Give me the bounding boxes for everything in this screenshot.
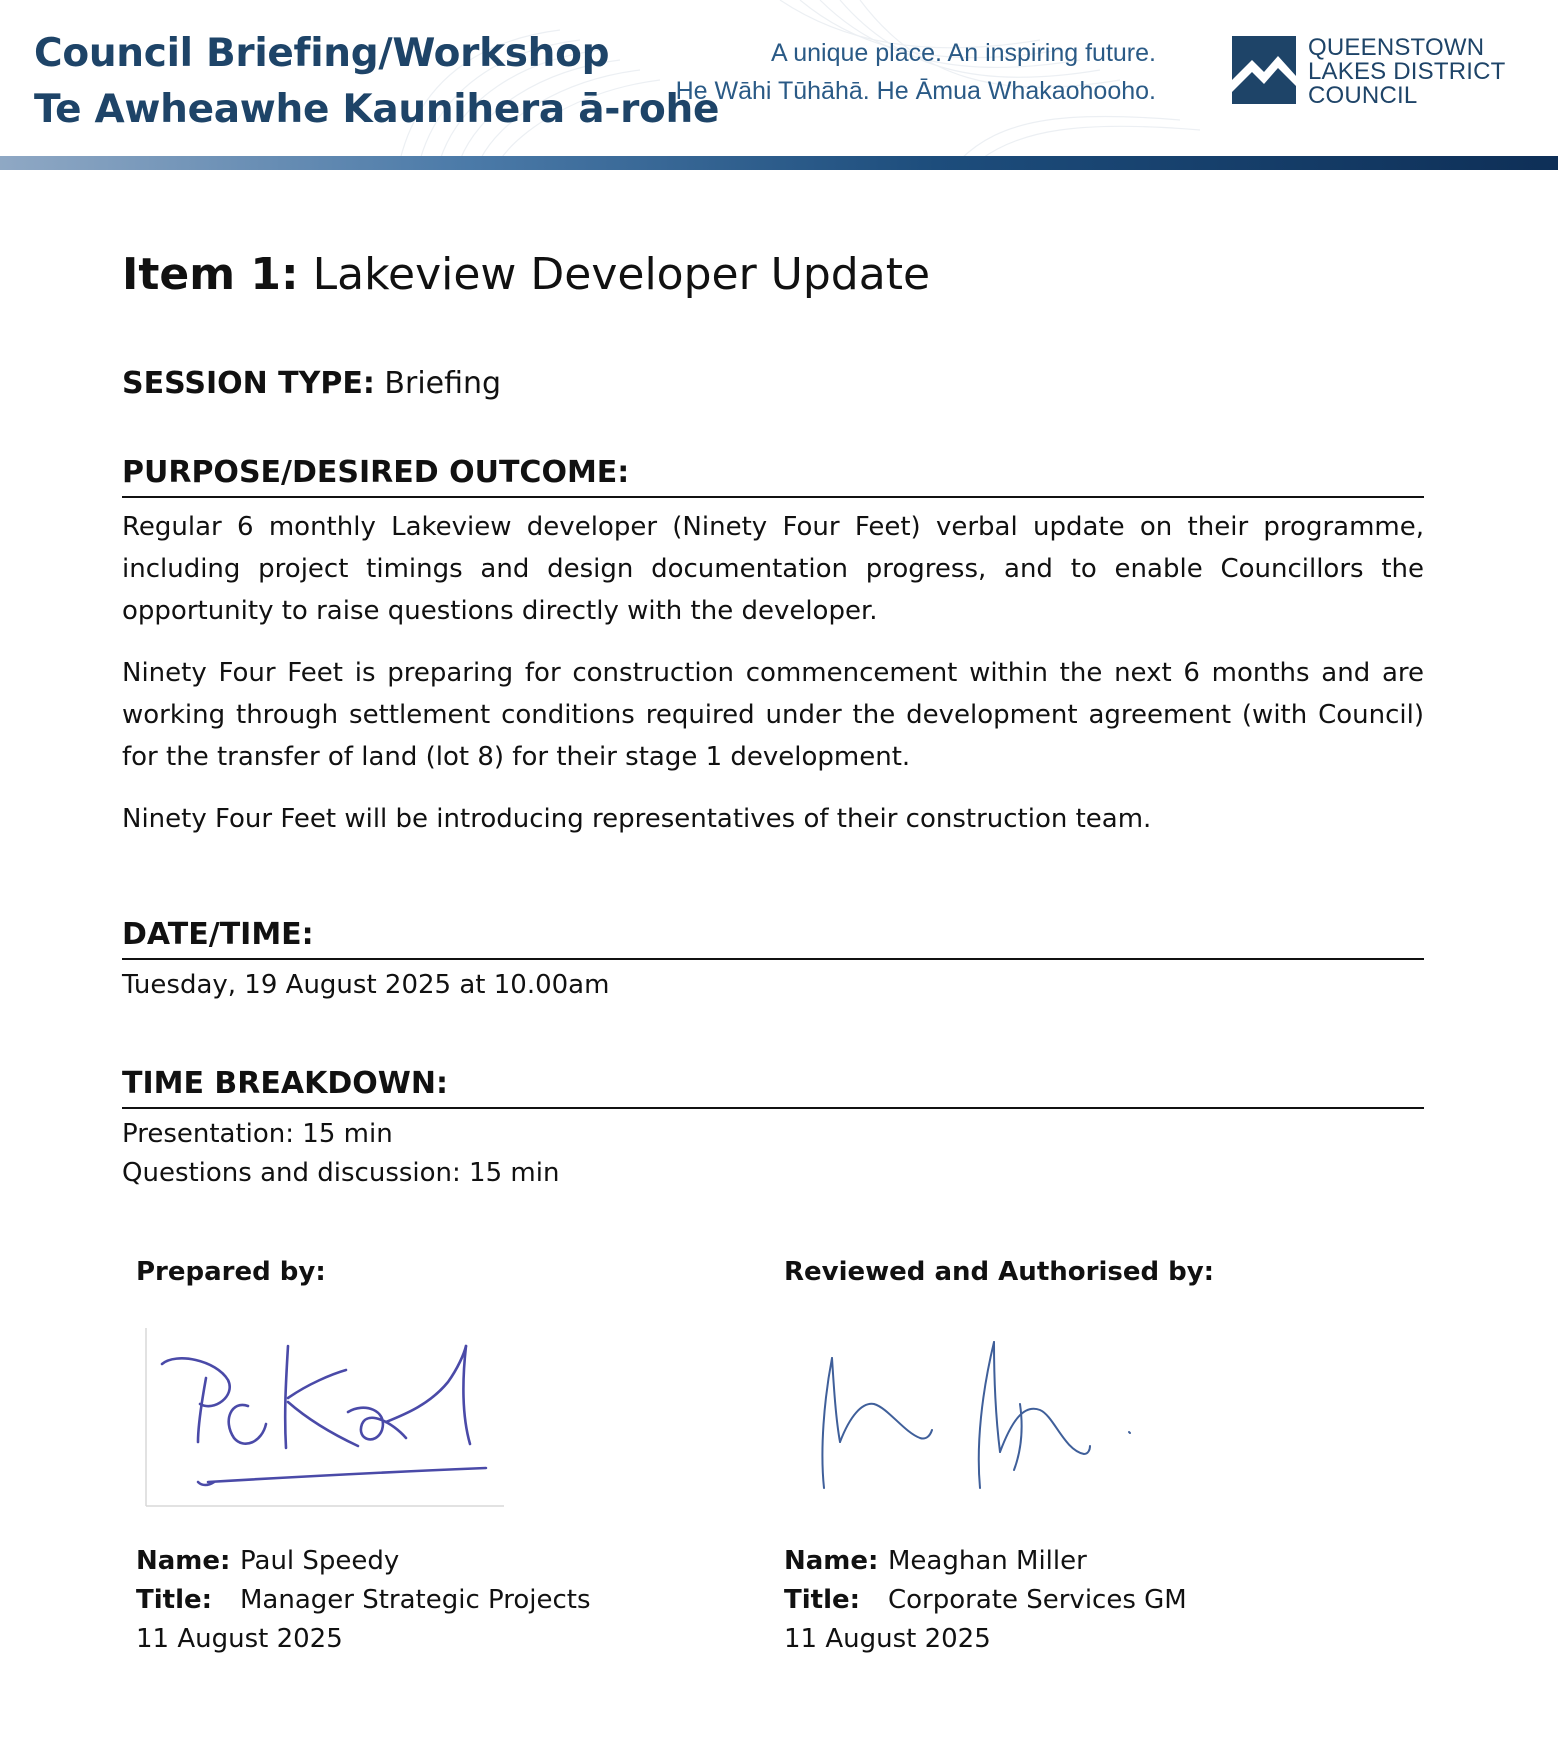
briefing-title-english: Council Briefing/Workshop [34, 31, 610, 76]
title-label: Title: [136, 1585, 213, 1615]
document-body [122, 240, 1424, 1193]
reviewed-by-details [784, 1542, 1344, 1659]
briefing-title-maori: Te Awheawhe Kaunihera ā-rohe [34, 87, 720, 132]
purpose-paragraph: Ninety Four Feet is preparing for construction commencement within the next 6 months and are working through settlement conditions required under the development agreement (with Council) for the transfer of land (lot 8) for their stage 1 development. [122, 658, 1424, 772]
prepared-by-label: Prepared by: [136, 1257, 326, 1287]
time-breakdown-item: Presentation: 15 min [122, 1119, 393, 1149]
reviewed-by-label: Reviewed and Authorised by: [784, 1257, 1215, 1287]
tagline-english: A unique place. An inspiring future. [771, 39, 1156, 67]
time-breakdown-item: Questions and discussion: 15 min [122, 1158, 560, 1188]
session-type [122, 362, 1424, 406]
council-logo-text [1308, 36, 1506, 108]
purpose-paragraph: Regular 6 monthly Lakeview developer (Ninety Four Feet) verbal update on their programme, including project timings and design documentation progress, and to enable Councillors the opportunity to raise questions directly with the developer. [122, 512, 1424, 626]
prepared-by-date: 11 August 2025 [136, 1624, 343, 1654]
logo-text-line: COUNCIL [1308, 82, 1418, 109]
title-label: Title: [784, 1585, 861, 1615]
prepared-by-block [136, 1254, 696, 1659]
council-tagline [600, 34, 1156, 110]
session-type-value: Briefing [384, 366, 502, 401]
mountain-logo-icon [1232, 36, 1296, 104]
logo-text-line: QUEENSTOWN [1308, 34, 1485, 61]
prepared-by-details [136, 1542, 696, 1659]
tagline-maori: He Wāhi Tūhāhā. He Āmua Whakaohooho. [675, 77, 1156, 105]
prepared-by-title: Manager Strategic Projects [240, 1585, 591, 1615]
session-type-label: SESSION TYPE: [122, 366, 375, 401]
purpose-heading: PURPOSE/DESIRED OUTCOME: [122, 452, 1424, 498]
reviewed-by-block [784, 1254, 1344, 1659]
header-gradient-bar [0, 156, 1558, 170]
document-header [0, 0, 1558, 170]
item-number: Item 1: [122, 249, 299, 300]
time-breakdown-heading: TIME BREAKDOWN: [122, 1063, 1424, 1109]
reviewed-by-date: 11 August 2025 [784, 1624, 991, 1654]
reviewed-by-name: Meaghan Miller [888, 1546, 1087, 1576]
item-title [122, 240, 1424, 310]
council-logo [1232, 36, 1506, 108]
prepared-by-signature [136, 1320, 506, 1510]
datetime-heading: DATE/TIME: [122, 914, 1424, 960]
datetime-value: Tuesday, 19 August 2025 at 10.00am [122, 970, 610, 1000]
time-breakdown-list [122, 1115, 1424, 1193]
name-label: Name: [136, 1546, 231, 1576]
reviewed-by-signature [784, 1320, 1154, 1510]
prepared-by-name: Paul Speedy [240, 1546, 400, 1576]
purpose-paragraph: Ninety Four Feet will be introducing representatives of their construction team. [122, 804, 1152, 834]
logo-text-line: LAKES DISTRICT [1308, 58, 1506, 85]
name-label: Name: [784, 1546, 879, 1576]
reviewed-by-title: Corporate Services GM [888, 1585, 1187, 1615]
item-name: Lakeview Developer Update [312, 249, 931, 300]
